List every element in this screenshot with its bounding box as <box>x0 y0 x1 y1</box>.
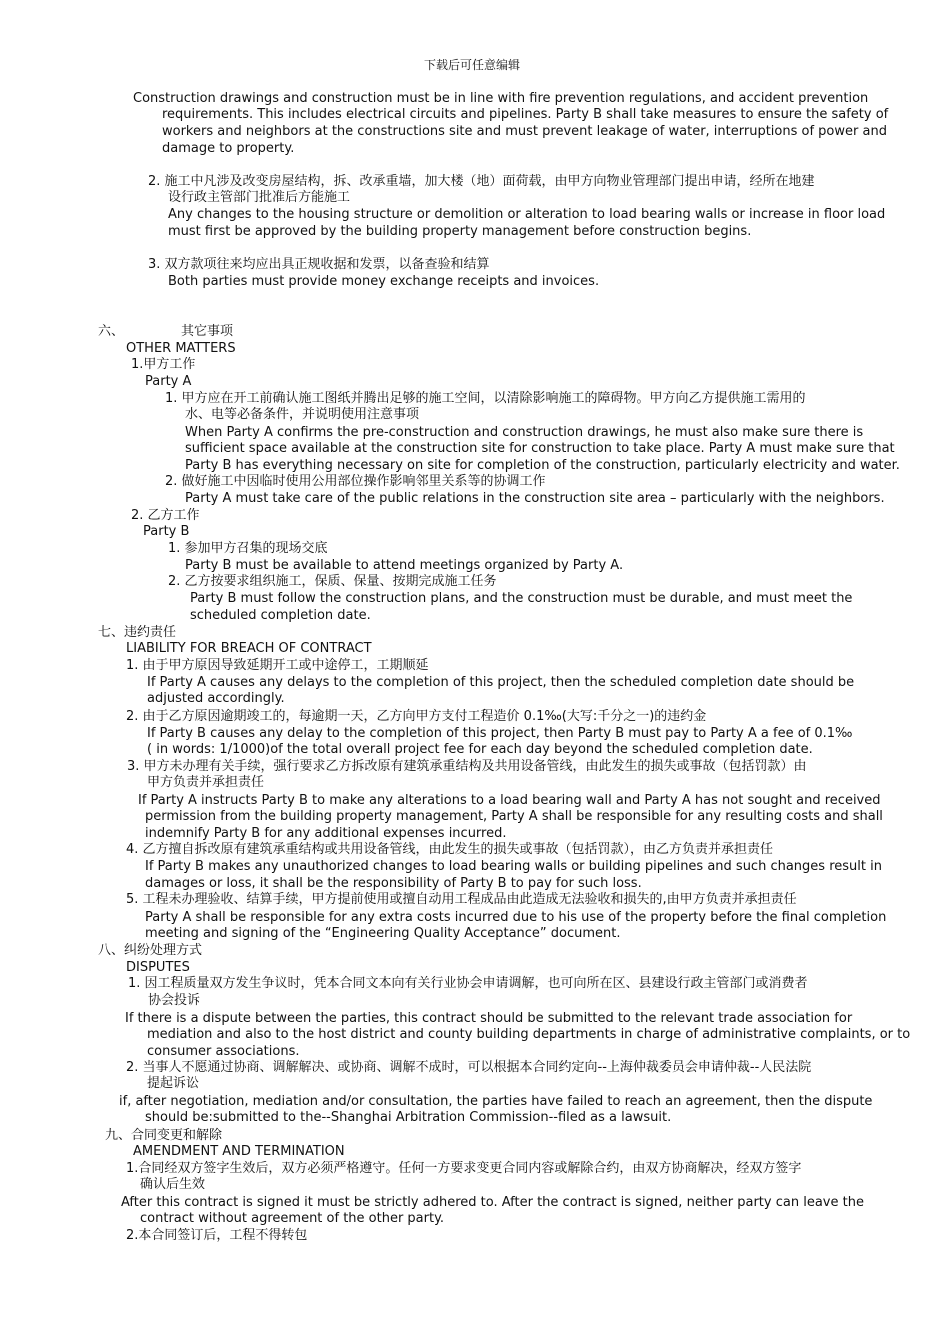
text-line: Party A <box>145 374 192 389</box>
text-line: 设行政主管部门批准后方能施工 <box>168 190 351 205</box>
text-line: Party A must take care of the public relations in the construction site area – particularly with the neighbors. <box>185 491 885 506</box>
text-line: Party B must follow the construction plans, and the construction must be durable, and must meet the <box>190 591 853 606</box>
text-line: 水、电等必备条件，并说明使用注意事项 <box>185 407 420 422</box>
text-line: 1. 因工程质量双方发生争议时，凭本合同文本向有关行业协会申请调解，也可向所在区、县建设行政主管部门或消费者 <box>128 976 808 991</box>
page-header: 下载后可任意编辑 <box>424 58 521 72</box>
text-line: mediation and also to the host district and county building departments in charge of administrative complaints, or to <box>147 1027 911 1042</box>
text-line: 协会投诉 <box>148 993 201 1008</box>
section-title: 八、纠纷处理方式 <box>98 943 203 958</box>
text-line: 1.甲方工作 <box>131 357 196 372</box>
text-line: When Party A confirms the pre-construction and construction drawings, he must also make sure there is <box>185 425 864 440</box>
text-line: 2.本合同签订后，工程不得转包 <box>126 1228 308 1243</box>
text-line: damage to property. <box>162 141 295 156</box>
text-line: must first be approved by the building property management before construction begins. <box>168 224 752 239</box>
text-line: 提起诉讼 <box>147 1076 200 1091</box>
text-line: If Party B makes any unauthorized changes to load bearing walls or building pipelines and such changes result in <box>145 859 882 874</box>
text-line: 2. 做好施工中因临时使用公用部位操作影响邻里关系等的协调工作 <box>165 474 546 489</box>
text-line: workers and neighbors at the constructions site and must prevent leakage of water, interruptions of power and <box>162 124 887 139</box>
text-line: OTHER MATTERS <box>126 341 236 356</box>
text-line: DISPUTES <box>126 960 190 975</box>
text-line: contract without agreement of the other party. <box>140 1211 445 1226</box>
text-line: Party B <box>143 524 190 539</box>
text-line: requirements. This includes electrical circuits and pipelines. Party B shall take measures to ensure the safety of <box>162 107 889 122</box>
text-line: 确认后生效 <box>140 1177 206 1192</box>
text-line: 1.合同经双方签字生效后，双方必须严格遵守。任何一方要求变更合同内容或解除合约，由双方协商解决，经双方签字 <box>126 1161 802 1176</box>
text-line: indemnify Party B for any additional expenses incurred. <box>145 826 507 841</box>
text-line: 1. 参加甲方召集的现场交底 <box>168 541 328 556</box>
text-line: 1. 由于甲方原因导致延期开工或中途停工，工期顺延 <box>126 658 429 673</box>
text-line: ( in words: 1/1000)of the total overall project fee for each day beyond the scheduled completion date. <box>147 742 813 757</box>
text-line: 3. 甲方未办理有关手续，强行要求乙方拆改原有建筑承重结构及共用设备管线，由此发生的损失或事故（包括罚款）由 <box>127 759 807 774</box>
text-line: 5. 工程未办理验收、结算手续，甲方提前使用或擅自动用工程成品由此造成无法验收和损失的,由甲方负责并承担责任 <box>126 892 797 907</box>
text-line: adjusted accordingly. <box>147 691 285 706</box>
text-line: If there is a dispute between the parties, this contract should be submitted to the relevant trade association for <box>125 1011 853 1026</box>
text-line: Party A shall be responsible for any extra costs incurred due to his use of the property before the final completion <box>145 910 887 925</box>
text-line: damages or loss, it shall be the responsibility of Party B to pay for such loss. <box>145 876 642 891</box>
text-line: If Party B causes any delay to the completion of this project, then Party B must pay to Party A a fee of 0.1‰ <box>147 726 853 741</box>
text-line: 甲方负责并承担责任 <box>147 775 265 790</box>
text-line: Any changes to the housing structure or demolition or alteration to load bearing walls or increase in floor load <box>168 207 886 222</box>
section-title: 其它事项 <box>181 324 234 339</box>
text-line: Both parties must provide money exchange receipts and invoices. <box>168 274 600 289</box>
text-line: should be:submitted to the--Shanghai Arbitration Commission--filed as a lawsuit. <box>145 1110 672 1125</box>
section-title: 七、违约责任 <box>98 625 177 640</box>
section-number: 六、 <box>98 324 125 339</box>
text-line: 2. 乙方工作 <box>131 508 200 523</box>
text-line: After this contract is signed it must be strictly adhered to. After the contract is signed, neither party can leave the <box>121 1195 864 1210</box>
text-line: If Party A instructs Party B to make any alterations to a load bearing wall and Party A has not sought and received <box>138 793 881 808</box>
text-line: 2. 施工中凡涉及改变房屋结构，拆、改承重墙，加大楼（地）面荷载，由甲方向物业管理部门提出申请，经所在地建 <box>148 174 815 189</box>
text-line: 1. 甲方应在开工前确认施工图纸并腾出足够的施工空间，以清除影响施工的障碍物。甲方向乙方提供施工需用的 <box>165 391 806 406</box>
text-line: 4. 乙方擅自拆改原有建筑承重结构或共用设备管线，由此发生的损失或事故（包括罚款），由乙方负责并承担责任 <box>126 842 774 857</box>
text-line: Party B must be available to attend meetings organized by Party A. <box>185 558 624 573</box>
text-line: Construction drawings and construction must be in line with fire prevention regulations, and accident prevention <box>133 91 869 106</box>
text-line: AMENDMENT AND TERMINATION <box>133 1144 345 1159</box>
text-line: 2. 当事人不愿通过协商、调解解决、或协商、调解不成时，可以根据本合同约定向--上海仲裁委员会申请仲裁--人民法院 <box>126 1060 812 1075</box>
section-title: 九、合同变更和解除 <box>105 1128 223 1143</box>
text-line: 2. 乙方按要求组织施工，保质、保量、按期完成施工任务 <box>168 574 497 589</box>
text-line: permission from the building property management, Party A shall be responsible for any resulting costs and shall <box>145 809 883 824</box>
text-line: 2. 由于乙方原因逾期竣工的，每逾期一天，乙方向甲方支付工程造价 0.1‰(大写:千分之一)的违约金 <box>126 709 707 724</box>
text-line: if, after negotiation, mediation and/or consultation, the parties have failed to reach an agreement, then the dispute <box>119 1094 873 1109</box>
text-line: 3. 双方款项往来均应出具正规收据和发票，以备查验和结算 <box>148 257 490 272</box>
text-line: LIABILITY FOR BREACH OF CONTRACT <box>126 641 372 656</box>
text-line: If Party A causes any delays to the completion of this project, then the scheduled completion date should be <box>147 675 855 690</box>
text-line: sufficient space available at the construction site for construction to take place. Party A must make sure that <box>185 441 895 456</box>
text-line: meeting and signing of the “Engineering Quality Acceptance” document. <box>145 926 621 941</box>
text-line: Party B has everything necessary on site for completion of the construction, particularly electricity and water. <box>185 458 900 473</box>
text-line: scheduled completion date. <box>190 608 371 623</box>
text-line: consumer associations. <box>147 1044 300 1059</box>
